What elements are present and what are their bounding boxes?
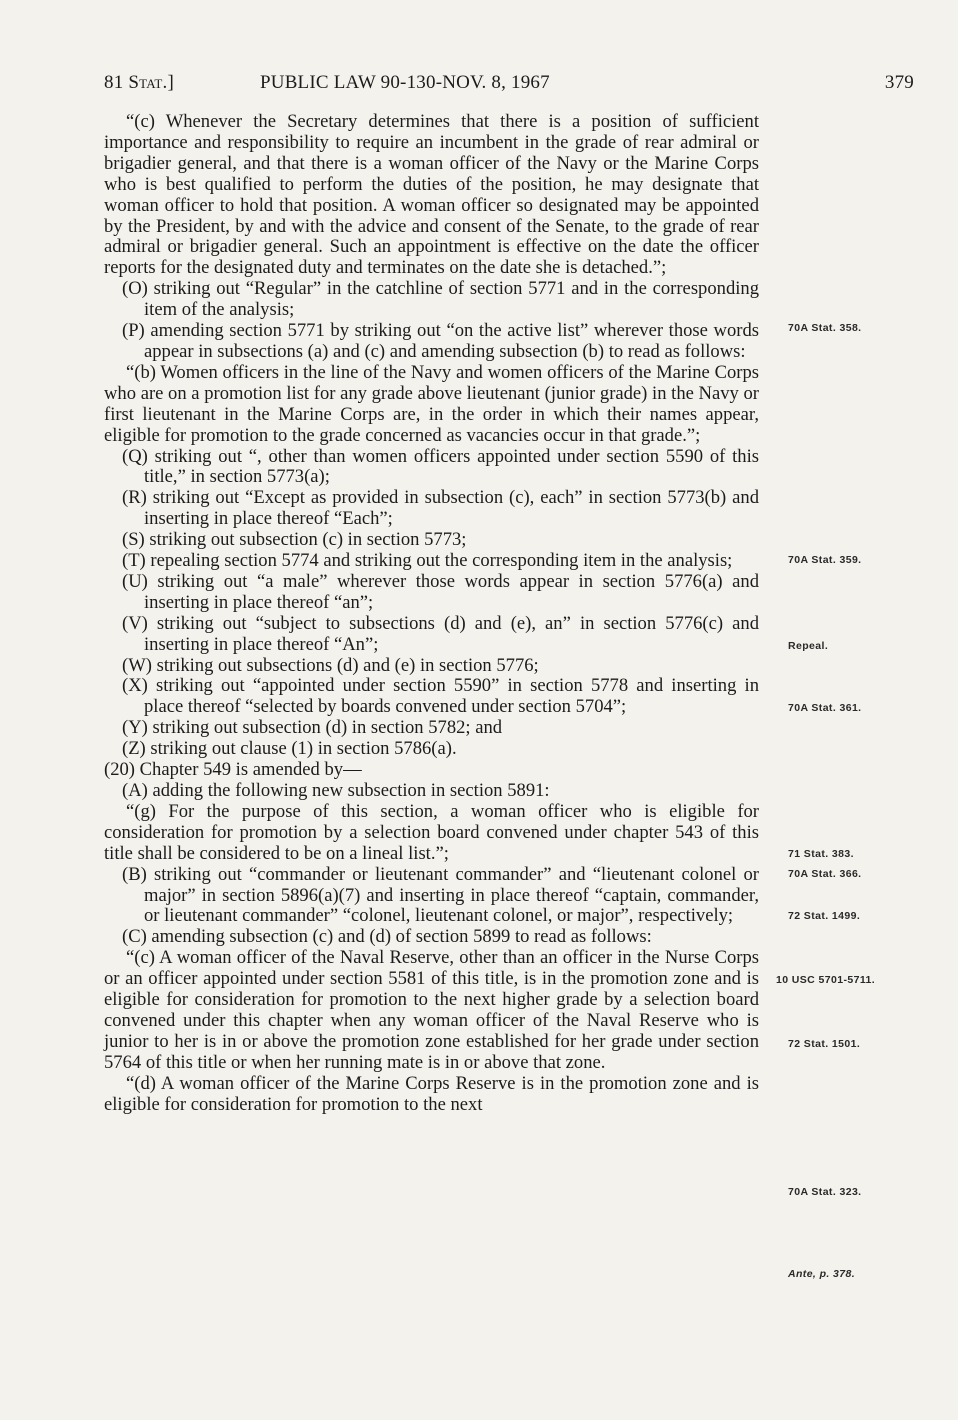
quoted-subsection-c2: “(c) A woman officer of the Naval Reserve, other than an officer in the Nurse Corps or an officer appointed under section 5581 of this title, is in the promotion zone and is eligible for consideration for promotion to the next higher grade by a selection board convened under this chapter when any woman officer of the Naval Reserve who is junior to her is in or above the promotion zone established for her grade under section 5764 of this title or when her running mate is in or above that zone. (104, 947, 759, 1073)
running-title: PUBLIC LAW 90-130-NOV. 8, 1967 (260, 72, 550, 93)
quoted-subsection-d: “(d) A woman officer of the Marine Corps Reserve is in the promotion zone and is eligible for consideration for promotion to the next (104, 1072, 759, 1115)
clause-q: (Q) striking out “, other than women officers appointed under section 5590 of this title,” in section 5773(a); (122, 445, 759, 488)
margin-note: Repeal. (788, 640, 829, 652)
clause-s: (S) striking out subsection (c) in section 5773; (122, 529, 467, 551)
clause-z: (Z) striking out clause (1) in section 5786(a). (122, 738, 457, 760)
item-20: (20) Chapter 549 is amended by— (104, 759, 362, 781)
quoted-subsection-c: “(c) Whenever the Secretary determines that there is a position of sufficient importance and responsibility to require an incumbent in the grade of rear admiral or brigadier general, and that there is a woman officer of the Navy or the Marine Corps who is best qualified to perform the duties of the position, he may designate that woman officer to hold that position. A woman officer so designated may be appointed by the President, by and with the advice and consent of the Senate, to the grade of rear admiral or brigadier general. Such an appointment is effective on the date the officer reports for the designated duty and terminates on the date she is detached.”; (104, 111, 759, 279)
clause-u: (U) striking out “a male” wherever those words appear in section 5776(a) and inserting in place thereof “an”; (122, 570, 759, 613)
page-header (104, 72, 914, 96)
margin-note: 72 Stat. 1501. (788, 1038, 861, 1050)
body-text (104, 112, 759, 1116)
clause-x: (X) striking out “appointed under section 5590” in section 5778 and inserting in place thereof “selected by boards convened under section 5704”; (122, 675, 759, 718)
clause-t: (T) repealing section 5774 and striking out the corresponding item in the analysis; (122, 550, 733, 572)
margin-note: 70A Stat. 366. (788, 868, 862, 880)
margin-note: 70A Stat. 359. (788, 554, 862, 566)
clause-p: (P) amending section 5771 by striking out “on the active list” wherever those words appear in subsections (a) and (c) and amending subsection (b) to read as follows: (122, 320, 759, 362)
clause-r: (R) striking out “Except as provided in subsection (c), each” in section 5773(b) and inserting in place thereof “Each”; (122, 487, 759, 530)
margin-note: 10 USC 5701-5711. (776, 974, 876, 986)
clause-o: (O) striking out “Regular” in the catchline of section 5771 and in the corresponding item of the analysis; (122, 278, 759, 321)
margin-note: 72 Stat. 1499. (788, 910, 861, 922)
clause-w: (W) striking out subsections (d) and (e) in section 5776; (122, 654, 539, 676)
clause-a: (A) adding the following new subsection in section 5891: (122, 780, 550, 801)
quoted-subsection-b: “(b) Women officers in the line of the Navy and women officers of the Marine Corps who are on a promotion list for any grade above lieutenant (junior grade) in the Navy or first lieutenant in the Marine Corps are, in the order in which their names appear, eligible for promotion to the grade concerned as vacancies occur in that grade.”; (104, 361, 759, 446)
page-number: 379 (884, 72, 914, 93)
margin-note: 70A Stat. 358. (788, 322, 862, 334)
clause-c: (C) amending subsection (c) and (d) of section 5899 to read as follows: (122, 926, 652, 948)
statute-volume: 81 Stat.] (104, 72, 174, 93)
margin-note: Ante, p. 378. (788, 1268, 856, 1280)
clause-b: (B) striking out “commander or lieutenant commander” and “lieutenant colonel or major” in section 5896(a)(7) and inserting in place thereof “captain, commander, or lieutenant commander” “colonel, lieutenant colonel, or major”, respectively; (122, 863, 759, 927)
margin-note: 71 Stat. 383. (788, 848, 854, 860)
quoted-subsection-g: “(g) For the purpose of this section, a woman officer who is eligible for consideration for promotion by a selection board convened under chapter 543 of this title shall be considered to be on a lineal list.”; (104, 800, 759, 864)
clause-y: (Y) striking out subsection (d) in section 5782; and (122, 717, 503, 739)
margin-note: 70A Stat. 361. (788, 702, 862, 714)
margin-note: 70A Stat. 323. (788, 1186, 862, 1198)
clause-v: (V) striking out “subject to subsections (d) and (e), an” in section 5776(c) and inserting in place thereof “An”; (122, 612, 759, 655)
